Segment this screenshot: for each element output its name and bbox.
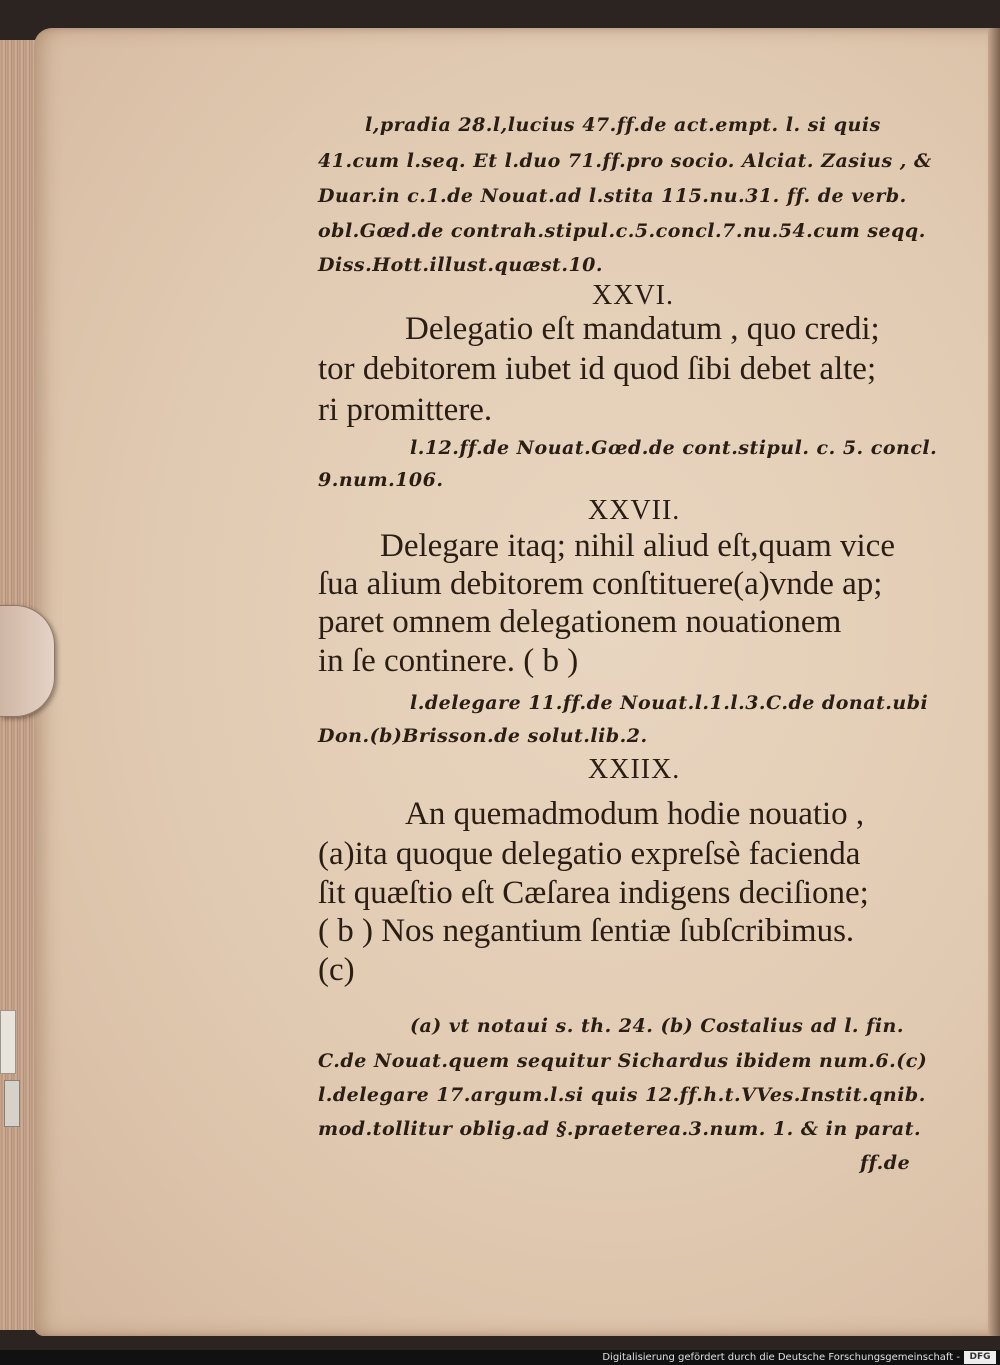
note-line: l,pradia 28.l,lucius 47.ff.de act.empt. l. si quis <box>365 114 881 136</box>
body-line: ſit quæſtio eſt Cæſarea indigens deciſione; <box>318 875 869 911</box>
note-line: 9.num.106. <box>318 469 444 491</box>
note-line: (a) vt notaui s. th. 24. (b) Costalius ad l. fin. <box>410 1015 904 1037</box>
paper-slip <box>4 1080 20 1127</box>
funding-credit: Digitalisierung gefördert durch die Deutsche Forschungsgemeinschaft - <box>602 1352 960 1363</box>
note-line: Diss.Hott.illust.quæst.10. <box>318 254 603 276</box>
catchword: ff.de <box>860 1152 911 1174</box>
body-line: tor debitorem iubet id quod ſibi debet alte; <box>318 351 877 387</box>
body-line: Delegare itaq; nihil aliud eſt,quam vice <box>380 528 895 564</box>
note-line: l.delegare 17.argum.l.si quis 12.ff.h.t.VVes.Instit.qnib. <box>318 1084 926 1106</box>
dfg-logo: DFG <box>964 1351 996 1364</box>
note-line: Duar.in c.1.de Nouat.ad l.stita 115.nu.31. ff. de verb. <box>318 185 907 207</box>
bookmark-tab <box>0 605 55 717</box>
body-line: ſua alium debitorem conſtituere(a)vnde ap; <box>318 566 883 602</box>
body-line: (c) <box>318 952 355 988</box>
note-line: Don.(b)Brisson.de solut.lib.2. <box>318 725 648 747</box>
section-heading: XXVI. <box>592 280 674 311</box>
body-line: (a)ita quoque delegatio expreſsè facienda <box>318 836 861 872</box>
note-line: obl.Gœd.de contrah.stipul.c.5.concl.7.nu.54.cum seqq. <box>318 220 926 242</box>
body-line: An quemadmodum hodie nouatio , <box>405 796 865 832</box>
note-line: 41.cum l.seq. Et l.duo 71.ff.pro socio. Alciat. Zasius , & <box>318 150 932 172</box>
page-right-edge <box>988 28 1000 1336</box>
note-line: l.delegare 11.ff.de Nouat.l.1.l.3.C.de donat.ubi <box>410 692 929 714</box>
body-line: paret omnem delegationem nouationem <box>318 604 842 640</box>
note-line: l.12.ff.de Nouat.Gœd.de cont.stipul. c. 5. concl. <box>410 437 938 459</box>
section-heading: XXVII. <box>588 495 681 526</box>
body-line: ( b ) Nos negantium ſentiæ ſubſcribimus. <box>318 913 855 949</box>
body-line: in ſe continere. ( b ) <box>318 643 579 679</box>
note-line: C.de Nouat.quem sequitur Sichardus ibidem num.6.(c) <box>318 1050 928 1072</box>
body-line: Delegatio eſt mandatum , quo credi; <box>405 311 880 347</box>
section-heading: XXIIX. <box>588 754 681 785</box>
body-line: ri promittere. <box>318 392 493 428</box>
paper-slip <box>0 1010 16 1074</box>
note-line: mod.tollitur oblig.ad §.praeterea.3.num. 1. & in parat. <box>318 1118 922 1140</box>
